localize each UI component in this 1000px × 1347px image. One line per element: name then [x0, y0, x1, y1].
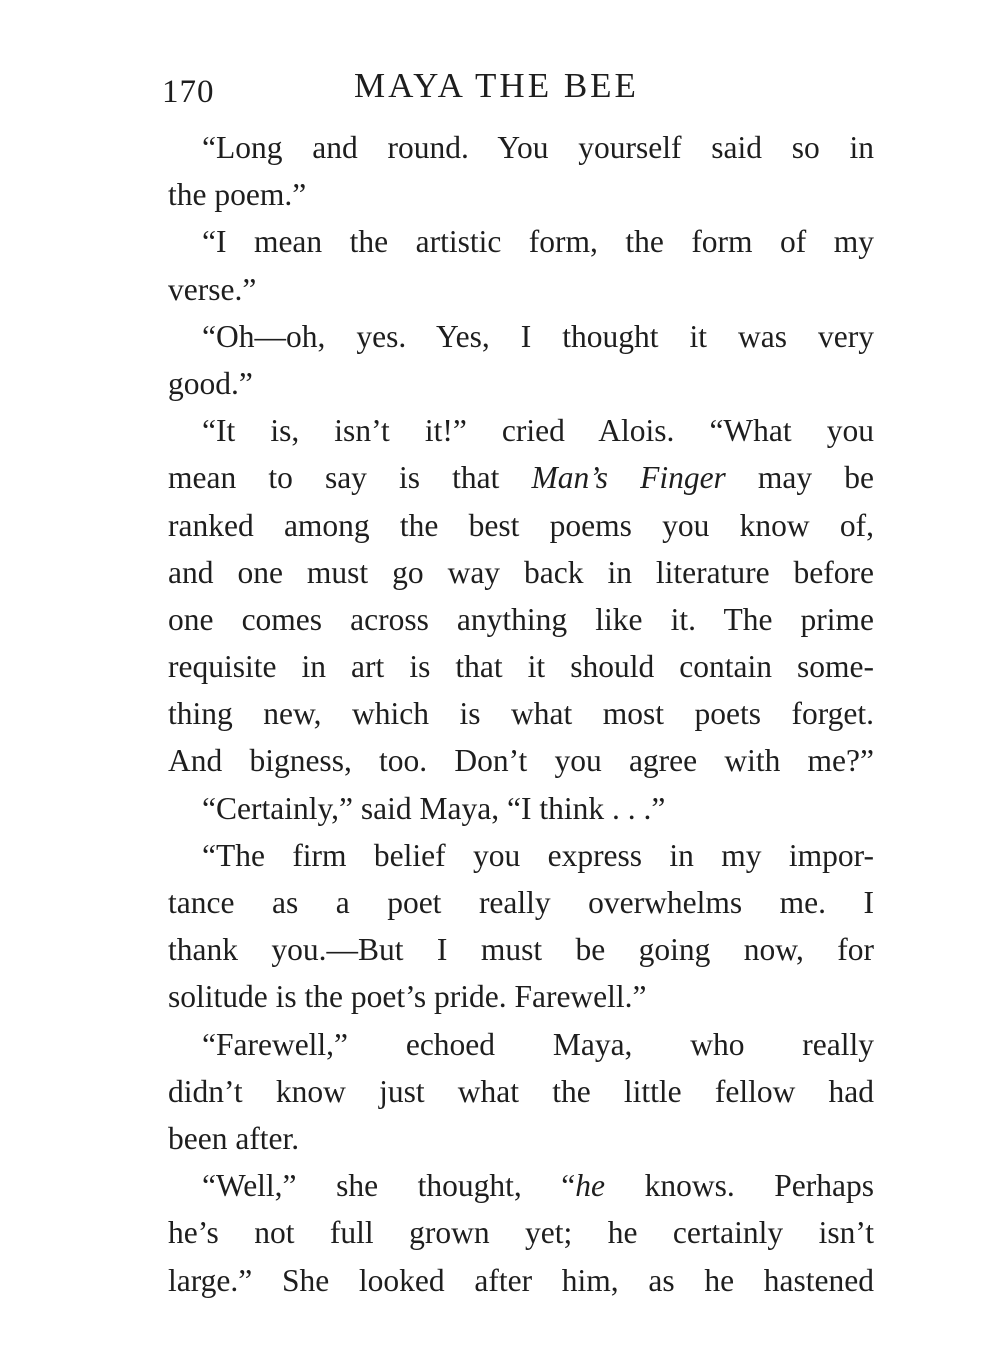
page-header	[162, 66, 862, 116]
italic-text: he	[575, 1168, 606, 1204]
text-line: thank you.—But I must be going now, for	[168, 932, 874, 968]
text-segment: “Well,” she thought, “	[202, 1168, 576, 1204]
italic-text: Man’s Finger	[531, 460, 726, 496]
running-title: MAYA THE BEE	[354, 66, 639, 105]
text-line: “Oh—oh, yes. Yes, I thought it was very	[202, 318, 874, 354]
text-line: one comes across anything like it. The prime	[168, 601, 874, 637]
text-segment: mean to say is that	[168, 460, 532, 496]
text-line: “I mean the artistic form, the form of my	[202, 224, 874, 260]
text-line: “Long and round. You yourself said so in	[202, 130, 874, 165]
text-line: the poem.”	[168, 177, 307, 213]
text-line: thing new, which is what most poets forget.	[168, 696, 874, 732]
text-segment: knows. Perhaps	[605, 1168, 874, 1204]
text-line: “The firm belief you express in my impor-	[202, 837, 874, 873]
text-line: verse.”	[168, 271, 257, 307]
text-line: been after.	[168, 1120, 300, 1156]
text-line: And bigness, too. Don’t you agree with me?”	[168, 743, 874, 779]
text-line: ranked among the best poems you know of,	[168, 507, 874, 543]
text-line	[168, 454, 874, 501]
text-line: large.” She looked after him, as he hastened	[168, 1262, 874, 1298]
text-line: “It is, isn’t it!” cried Alois. “What you	[202, 413, 874, 449]
text-line: didn’t know just what the little fellow had	[168, 1073, 874, 1109]
text-line: and one must go way back in literature before	[168, 554, 874, 590]
text-line: requisite in art is that it should contain some-	[168, 649, 874, 685]
text-line: good.”	[168, 365, 253, 401]
text-line: tance as a poet really overwhelms me. I	[168, 885, 874, 920]
text-line: he’s not full grown yet; he certainly isn’t	[168, 1215, 874, 1251]
text-line: “Farewell,” echoed Maya, who really	[202, 1026, 874, 1062]
page-number: 170	[162, 74, 215, 110]
text-segment: may be	[725, 460, 875, 496]
text-line	[168, 1162, 874, 1209]
text-line: “Certainly,” said Maya, “I think . . .”	[202, 790, 666, 826]
body-text	[168, 124, 874, 1304]
text-line: solitude is the poet’s pride. Farewell.”	[168, 979, 647, 1015]
